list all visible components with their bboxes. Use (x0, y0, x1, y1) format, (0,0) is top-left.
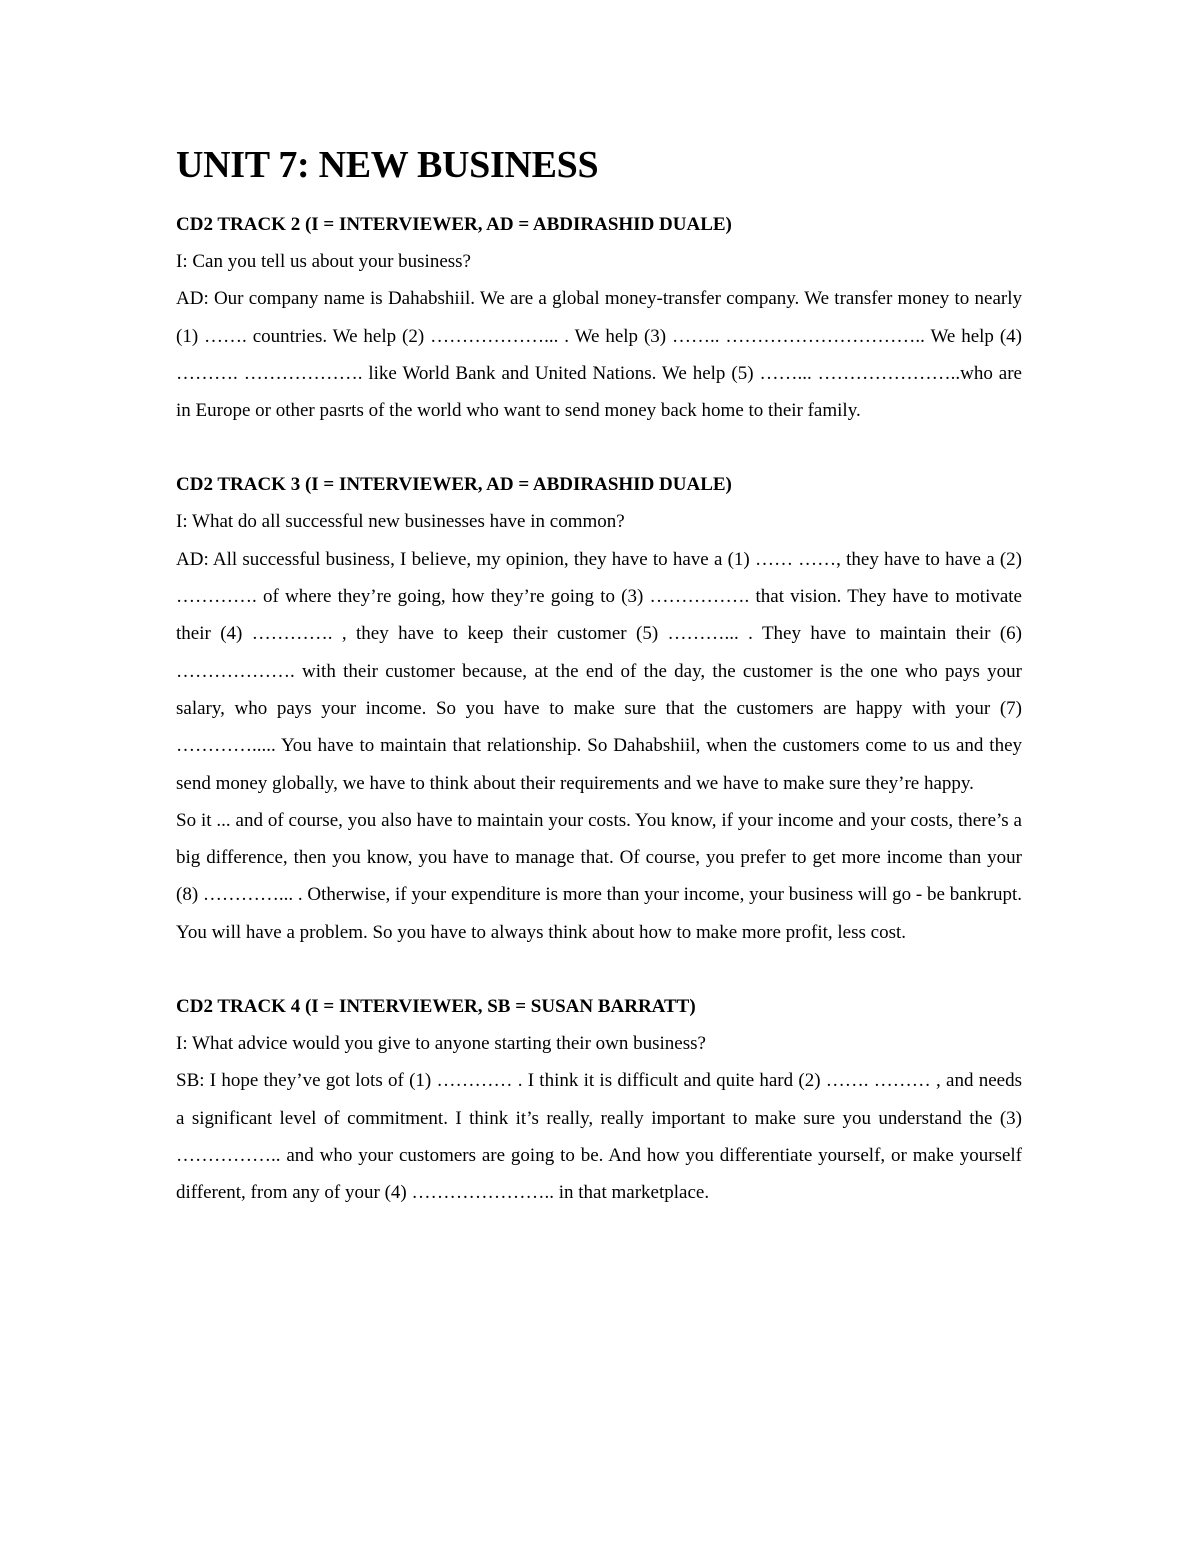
track-4-section (176, 988, 1022, 1211)
track-2-section (176, 206, 1022, 429)
track-4-question: I: What advice would you give to anyone starting their own business? (176, 1033, 706, 1055)
track-4-heading: CD2 TRACK 4 (I = INTERVIEWER, SB = SUSAN BARRATT) (176, 996, 696, 1018)
track-3-question: I: What do all successful new businesses have in common? (176, 511, 625, 533)
track-2-answer: AD: Our company name is Dahabshiil. We are a global money-transfer company. We transfer money to nearly (1) ……. countries. We help (2) ………………... . We help (3) …….. ………………………….. We help (4) ………. ………………. like World Bank and United Nations. We help (5) ……... …………………..who are in Europe or other pasrts of the world who want to send money back home to their family. (176, 288, 1022, 422)
document-title: UNIT 7: NEW BUSINESS (176, 144, 599, 186)
track-3-section (176, 466, 1022, 951)
track-2-question: I: Can you tell us about your business? (176, 251, 471, 272)
track-3-answer-continued: So it ... and of course, you also have to maintain your costs. You know, if your income and your costs, there’s a big difference, then you know, you have to manage that. Of course, you prefer to get more income than your (8) …………... . Otherwise, if your expenditure is more than your income, your business will go - be bankrupt. You will have a problem. So you have to always think about how to make more profit, less cost. (176, 809, 1022, 943)
track-4-answer: SB: I hope they’ve got lots of (1) ………… . I think it is difficult and quite hard (2) ……. ……… , and needs a significant level of commitment. I think it’s really, really important to make sure you understand the (3) …………….. and who your customers are going to be. And how you differentiate yourself, or make yourself different, from any of your (4) ………………….. in that marketplace. (176, 1070, 1022, 1204)
track-2-heading: CD2 TRACK 2 (I = INTERVIEWER, AD = ABDIRASHID DUALE) (176, 214, 732, 235)
document-body (176, 140, 1022, 1249)
track-3-answer: AD: All successful business, I believe, my opinion, they have to have a (1) …… ……, they have to have a (2) …………. of where they’re going, how they’re going to (3) ……………. that vision. They have to motivate their (4) …………. , they have to keep their customer (5) ………... . They have to maintain their (6) ………………. with their customer because, at the end of the day, the customer is the one who pays your salary, who pays your income. So you have to make sure that the customers are happy with your (7) …………..... You have to maintain that relationship. So Dahabshiil, when the customers come to us and they send money globally, we have to think about their requirements and we have to make sure they’re happy. (176, 548, 1022, 794)
track-3-heading: CD2 TRACK 3 (I = INTERVIEWER, AD = ABDIRASHID DUALE) (176, 474, 732, 496)
